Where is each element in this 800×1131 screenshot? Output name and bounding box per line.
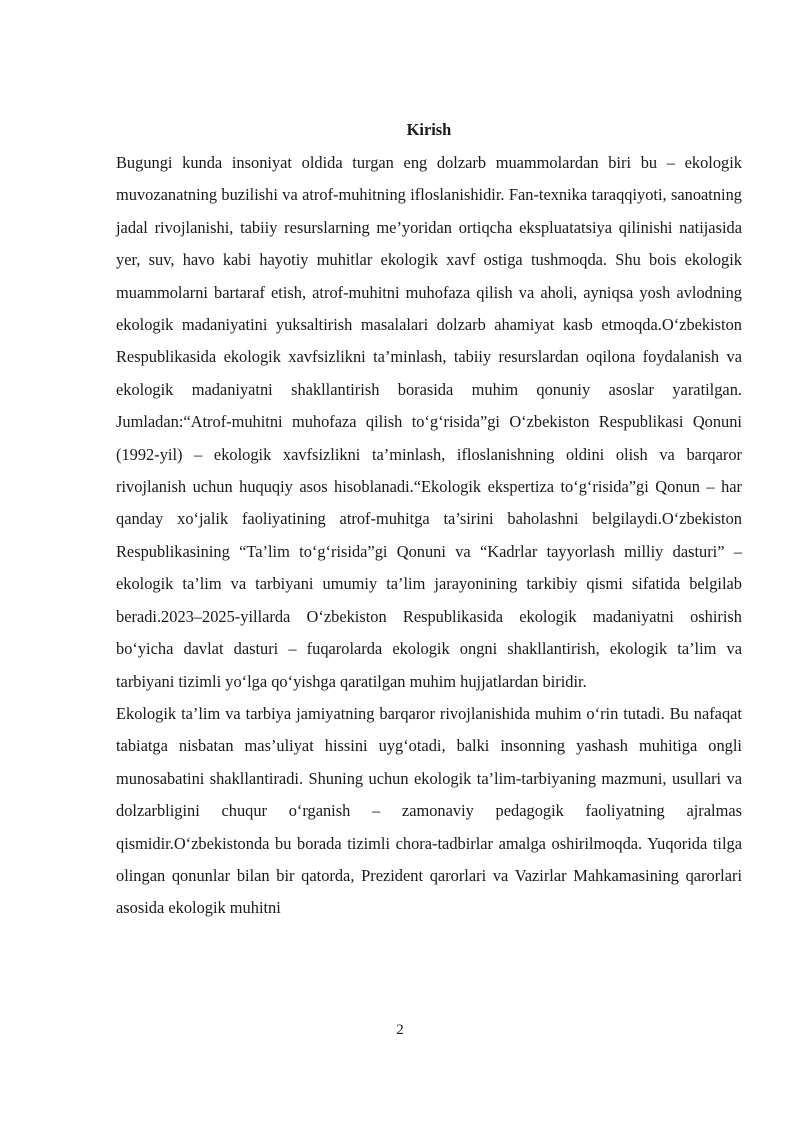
paragraph-2: Ekologik ta’lim va tarbiya jamiyatning barqaror rivojlanishida muhim o‘rin tutadi. Bu nafaqat tabiatga nisbatan mas’uliyat hissini uyg‘otadi, balki insonning yashash muhitiga ongli munosabatini shakllantiradi. Shuning uchun ekologik ta’lim-tarbiyaning mazmuni, usullari va dolzarbligini chuqur o‘rganish – zamonaviy pedagogik faoliyatning ajralmas qismidir.O‘zbekistonda bu borada tizimli chora-tadbirlar amalga oshirilmoqda. Yuqorida tilga olingan qonunlar bilan bir qatorda, Prezident qarorlari va Vazirlar Mahkamasining qarorlari asosida ekologik muhitni <box>116 703 742 918</box>
section-heading: Kirish <box>406 120 452 139</box>
page-content <box>116 114 742 925</box>
page-number: 2 <box>396 1022 404 1038</box>
paragraph-1: Bugungi kunda insoniyat oldida turgan eng dolzarb muammolardan biri bu – ekologik muvozanatning buzilishi va atrof-muhitning ifloslanishidir. Fan-texnika taraqqiyoti, sanoatning jadal rivojlanishi, tabiiy resurslarning me’yoridan ortiqcha ekspluatatsiya qilinishi natijasida yer, suv, havo kabi hayotiy muhitlar ekologik xavf ostiga tushmoqda. Shu bois ekologik muammolarni bartaraf etish, atrof-muhitni muhofaza qilish va aholi, ayniqsa yosh avlodning ekologik madaniyatini yuksaltirish masalalari dolzarb ahamiyat kasb etmoqda.O‘zbekiston Respublikasida ekologik xavfsizlikni ta’minlash, tabiiy resurslardan oqilona foydalanish va ekologik madaniyatni shakllantirish borasida muhim qonuniy asoslar yaratilgan. Jumladan:“Atrof-muhitni muhofaza qilish to‘g‘risida”gi O‘zbekiston Respublikasi Qonuni (1992-yil) – ekologik xavfsizlikni ta’minlash, ifloslanishning oldini olish va barqaror rivojlanish uchun huquqiy asos hisoblanadi.“Ekologik ekspertiza to‘g‘risida”gi Qonun – har qanday xo‘jalik faoliyatining atrof-muhitga ta’sirini baholashni belgilaydi.O‘zbekiston Respublikasining “Ta’lim to‘g‘risida”gi Qonuni va “Kadrlar tayyorlash milliy dasturi” – ekologik ta’lim va tarbiyani umumiy ta’lim jarayonining tarkibiy qismi sifatida belgilab beradi.2023–2025-yillarda O‘zbekiston Respublikasida ekologik madaniyatni oshirish bo‘yicha davlat dasturi – fuqarolarda ekologik ongni shakllantirish, ekologik ta’lim va tarbiyani tizimli yo‘lga qo‘yishga qaratilgan muhim hujjatlardan biridir. <box>116 153 742 691</box>
